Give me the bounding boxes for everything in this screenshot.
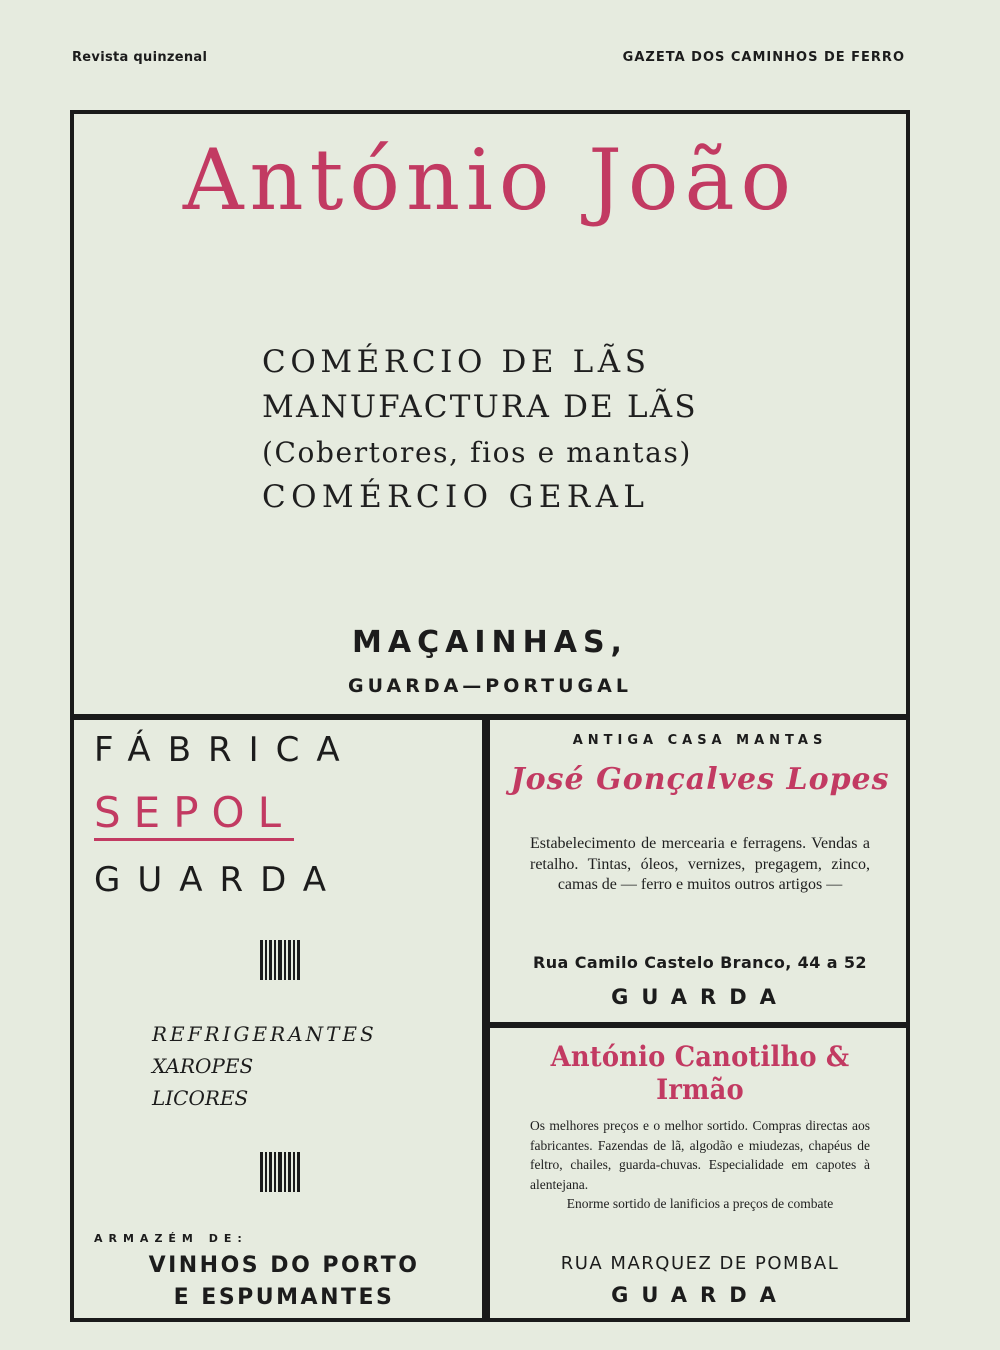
canotilho-description-body: Os melhores preços e o melhor sortido. Compras directas aos fabricantes. Fazendas de lã, algodão e miudezas, chapéus de feltro, chailes, guarda-chuvas. Especialidade em capotes à alentejana. <box>530 1118 870 1192</box>
canotilho-name: António Canotilho & Irmão <box>550 1040 850 1106</box>
ad-city: MAÇAINHAS, <box>352 625 628 660</box>
lopes-kicker: ANTIGA CASA MANTAS <box>572 733 828 748</box>
warehouse-line: E ESPUMANTES <box>173 1285 395 1310</box>
ad-region: GUARDA—PORTUGAL <box>348 675 632 697</box>
canotilho-city: GUARDA <box>611 1283 789 1307</box>
product-item: REFRIGERANTES <box>152 1022 377 1046</box>
main-ad-divider <box>70 714 910 720</box>
ad-title: António João <box>182 131 798 229</box>
ornament-bars-icon <box>260 1152 300 1192</box>
lopes-address: Rua Camilo Castelo Branco, 44 a 52 <box>533 953 867 972</box>
warehouse-line: VINHOS DO PORTO <box>148 1253 420 1278</box>
product-item: LICORES <box>152 1086 249 1110</box>
service-line: (Cobertores, fios e mantas) <box>262 436 692 469</box>
ad-services <box>262 340 722 520</box>
sepol-products <box>152 1018 414 1114</box>
fabrica-label: FÁBRICA <box>94 730 357 770</box>
ornament-bars-icon <box>260 940 300 980</box>
sepol-brand: SEPOL <box>94 790 294 841</box>
sepol-city: GUARDA <box>94 860 343 900</box>
product-item: XAROPES <box>152 1054 254 1078</box>
canotilho-address: RUA MARQUEZ DE POMBAL <box>560 1253 840 1274</box>
column-divider <box>482 714 490 1322</box>
warehouse-products <box>94 1250 474 1314</box>
service-line: COMÉRCIO DE LÃS <box>262 344 651 380</box>
service-line: COMÉRCIO GERAL <box>262 479 650 515</box>
warehouse-label: ARMAZÉM DE: <box>94 1232 248 1245</box>
canotilho-description <box>530 1116 870 1214</box>
right-column-divider <box>486 1022 910 1028</box>
service-line: MANUFACTURA DE LÃS <box>262 389 698 425</box>
lopes-name: José Gonçalves Lopes <box>510 762 890 797</box>
header-publication-type: Revista quinzenal <box>72 50 208 65</box>
lopes-city: GUARDA <box>611 985 789 1009</box>
canotilho-description-last: Enorme sortido de lanificios a preços de combate <box>566 1196 834 1211</box>
header-publication-title: GAZETA DOS CAMINHOS DE FERRO <box>622 50 905 65</box>
lopes-description: Estabelecimento de mercearia e ferragens. Vendas a retalho. Tintas, óleos, vernizes, pregagem, zinco, camas de — ferro e muitos outros artigos — <box>530 835 870 893</box>
